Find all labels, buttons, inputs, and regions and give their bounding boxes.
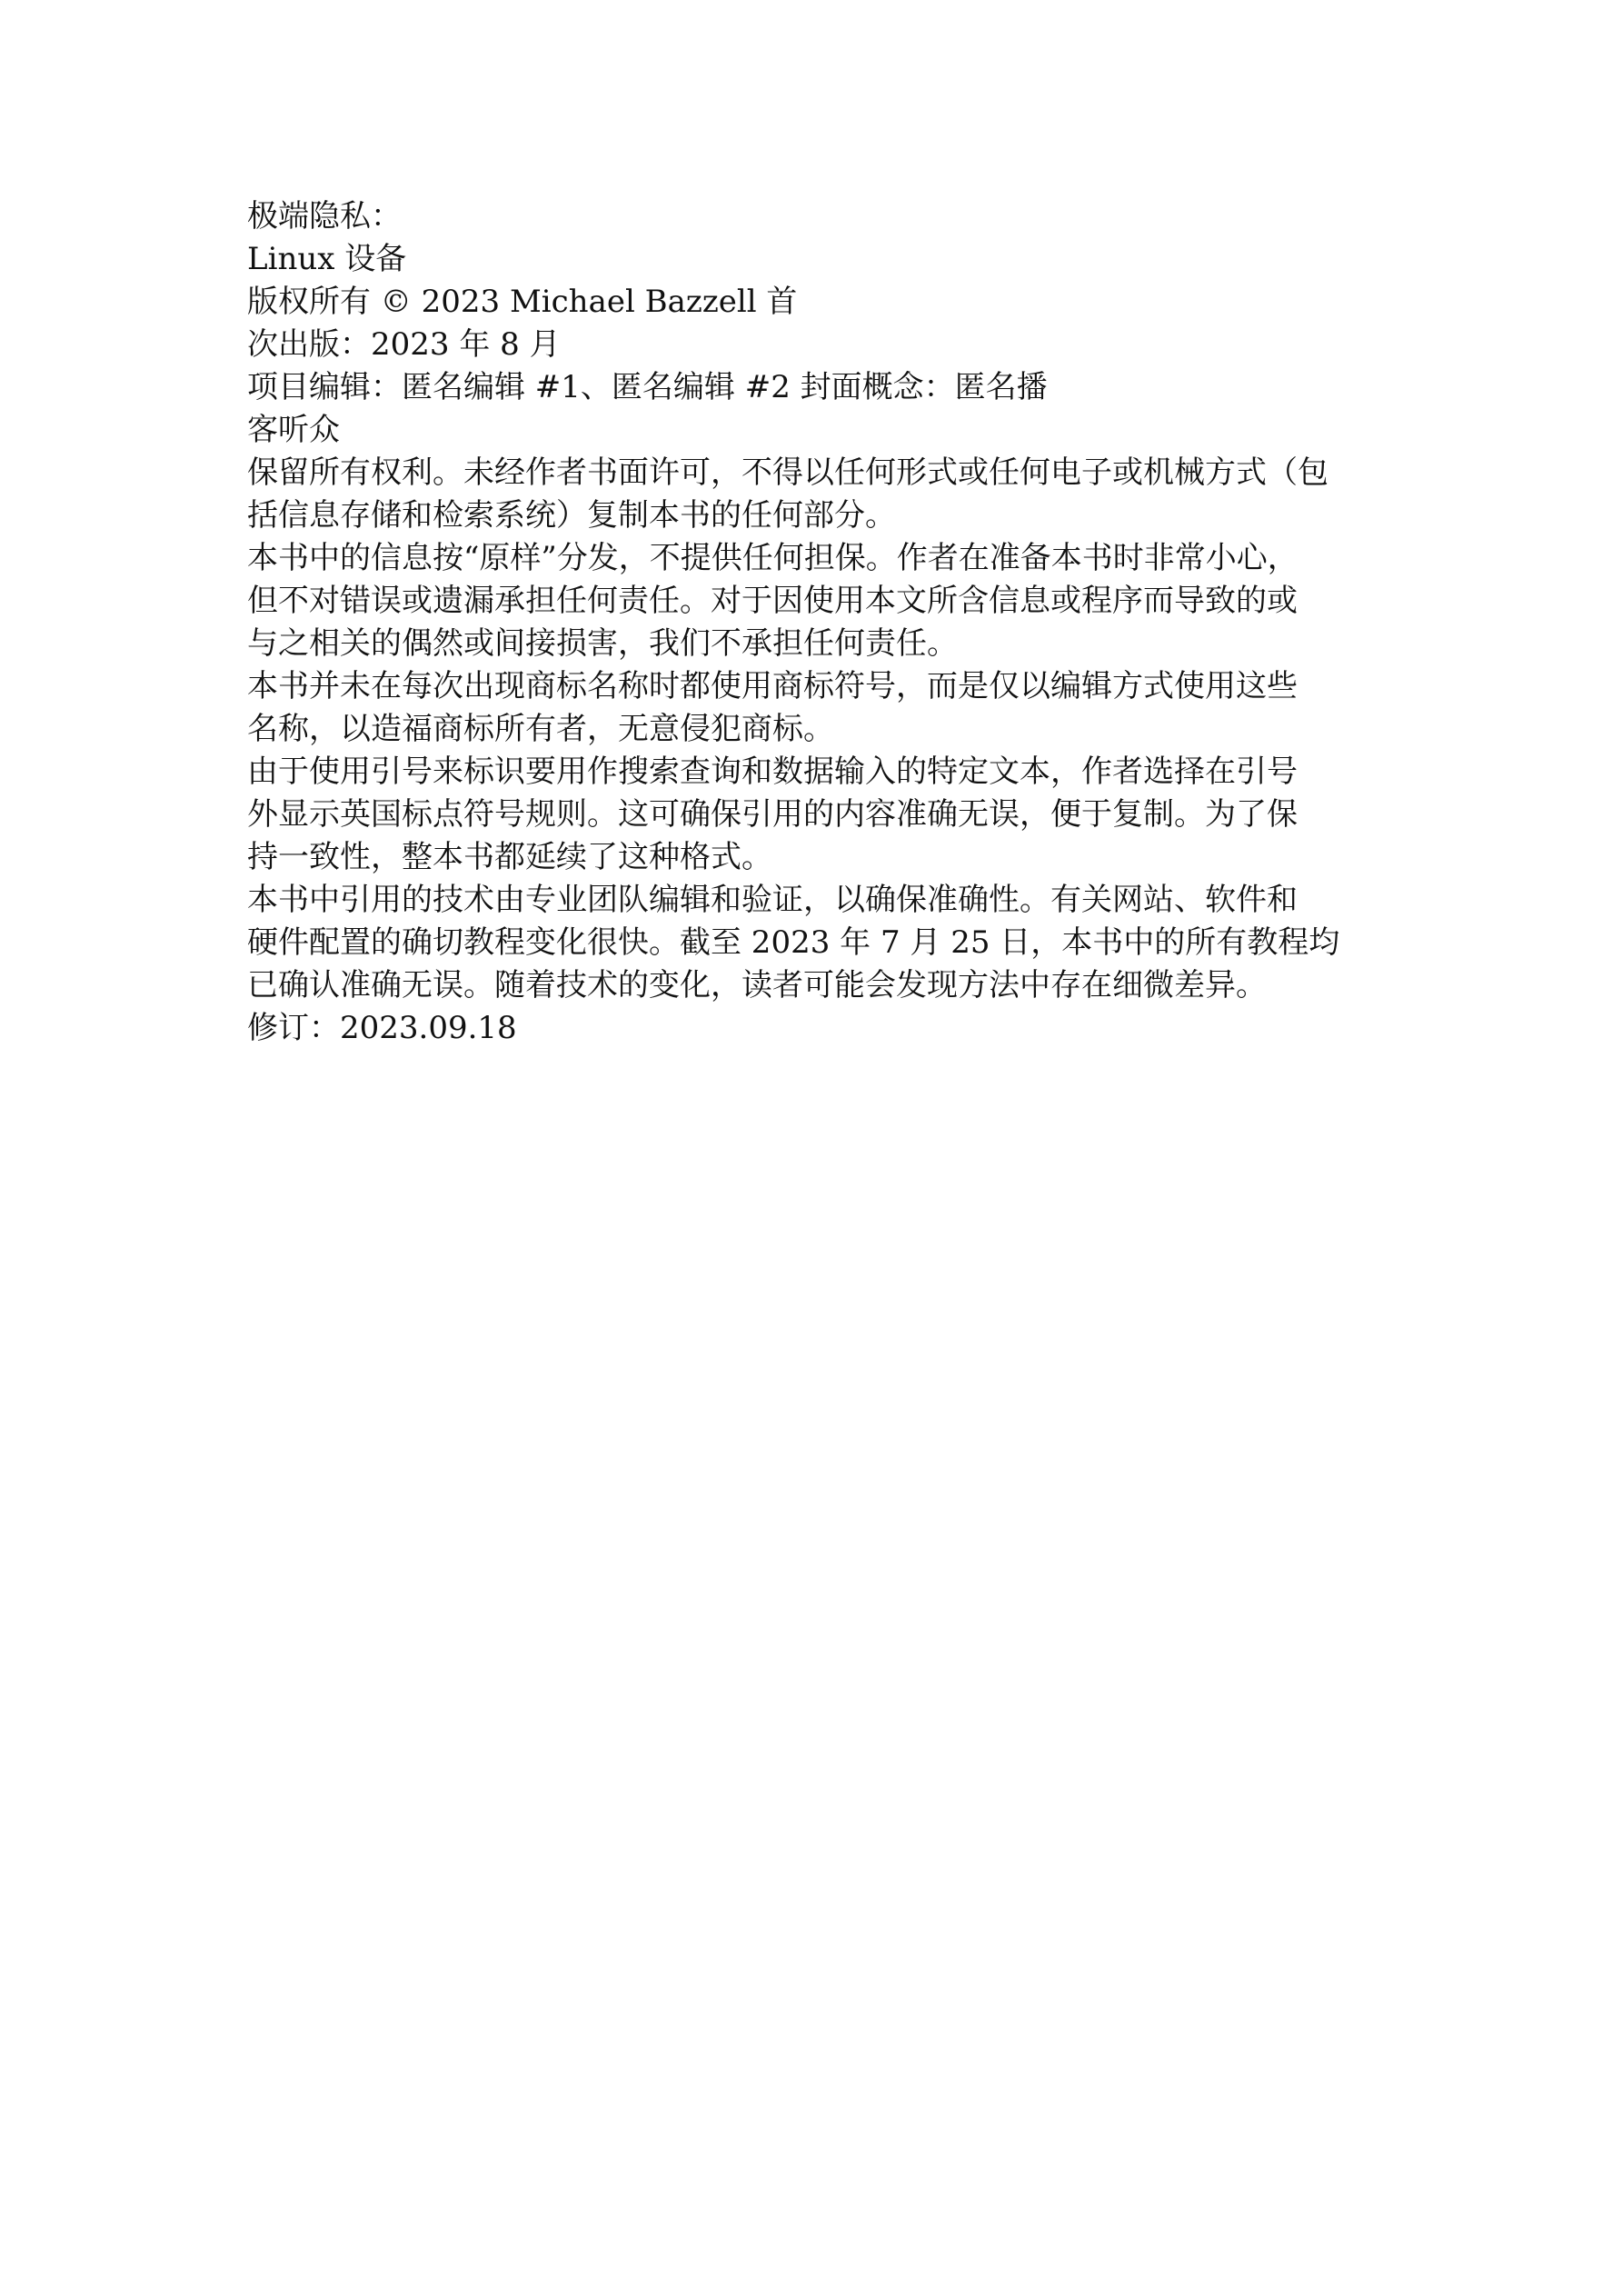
text-line: 版权所有 © 2023 Michael Bazzell 首 [247,284,798,320]
revision-line: 修订：2023.09.18 [247,1010,517,1046]
text-line: 名称，以造福商标所有者，无意侵犯商标。 [247,711,834,747]
text-line: 保留所有权利。未经作者书面许可，不得以任何形式或任何电子或机械方式（包 [247,454,1328,491]
text-line: 由于使用引号来标识要用作搜索查询和数据输入的特定文本，作者选择在引号 [247,754,1298,790]
text-line: 客听众 [247,412,340,448]
text-line: 持一致性，整本书都延续了这种格式。 [247,839,772,875]
text-line: 本书并未在每次出现商标名称时都使用商标符号，而是仅以编辑方式使用这些 [247,668,1298,704]
text-line: 项目编辑：匿名编辑 #1、匿名编辑 #2 封面概念：匿名播 [247,369,1048,405]
text-line: 外显示英国标点符号规则。这可确保引用的内容准确无误，便于复制。为了保 [247,796,1298,833]
text-line: 次出版：2023 年 8 月 [247,326,561,363]
text-line: 硬件配置的确切教程变化很快。截至 2023 年 7 月 25 日，本书中的所有教程均 [247,924,1340,961]
text-line: 但不对错误或遗漏承担任何责任。对于因使用本文所含信息或程序而导致的或 [247,583,1298,619]
text-line: Linux 设备 [247,241,407,277]
text-line: 本书中的信息按“原样”分发，不提供任何担保。作者在准备本书时非常小心， [247,540,1299,576]
text-line: 极端隐私： [247,198,402,235]
text-line: 本书中引用的技术由专业团队编辑和验证，以确保准确性。有关网站、软件和 [247,882,1298,918]
text-line: 与之相关的偶然或间接损害，我们不承担任何责任。 [247,625,958,662]
copyright-text-block [247,195,1428,1050]
text-line: 已确认准确无误。随着技术的变化，读者可能会发现方法中存在细微差异。 [247,967,1267,1003]
text-line: 括信息存储和检索系统）复制本书的任何部分。 [247,497,896,534]
